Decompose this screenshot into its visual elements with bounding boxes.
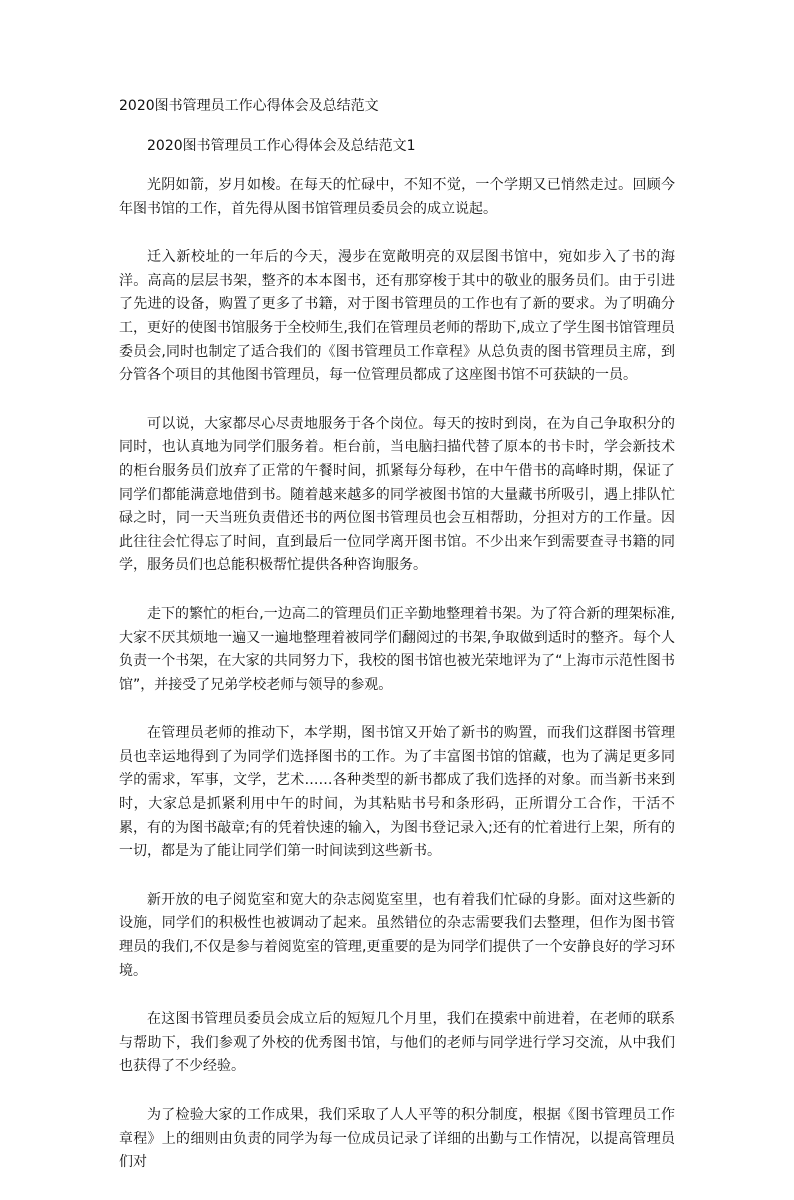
section-title: 2020图书管理员工作心得体会及总结范文1 — [147, 138, 416, 154]
paragraph: 走下的繁忙的柜台,一边高二的管理员们正辛勤地整理着书架。为了符合新的理架标准,大家不厌其烦地一遍又一遍地整理着被同学们翻阅过的书架,争取做到适时的整齐。每个人负责一个书架，在大家的共同努力下，我校的图书馆也被光荣地评为了“上海市示范性图书馆”，并接受了兄弟学校老师与领导的参观。 — [119, 605, 675, 693]
paragraph: 为了检验大家的工作成果，我们采取了人人平等的积分制度，根据《图书管理员工作章程》上的细则由负责的同学为每一位成员记录了详细的出勤与工作情况，以提高管理员们对 — [119, 1107, 675, 1171]
paragraph: 在这图书管理员委员会成立后的短短几个月里，我们在摸索中前进着，在老师的联系与帮助下，我们参观了外校的优秀图书馆，与他们的老师与同学进行学习交流，从中我们也获得了不少经验。 — [119, 1011, 675, 1075]
document-page — [119, 96, 675, 1200]
document-title: 2020图书管理员工作心得体会及总结范文 — [119, 98, 379, 114]
paragraph: 光阴如箭，岁月如梭。在每天的忙碌中，不知不觉，一个学期又已悄然走过。回顾今年图书馆的工作，首先得从图书馆管理员委员会的成立说起。 — [119, 177, 675, 217]
paragraph: 新开放的电子阅览室和宽大的杂志阅览室里，也有着我们忙碌的身影。面对这些新的设施，同学们的积极性也被调动了起来。虽然错位的杂志需要我们去整理，但作为图书管理员的我们,不仅是参与着阅览室的管理,更重要的是为同学们提供了一个安静良好的学习环境。 — [119, 891, 675, 979]
paragraph: 可以说，大家都尽心尽责地服务于各个岗位。每天的按时到岗，在为自己争取积分的同时，也认真地为同学们服务着。柜台前，当电脑扫描代替了原本的书卡时，学会新技术的柜台服务员们放弃了正常的午餐时间，抓紧每分每秒，在中午借书的高峰时期，保证了同学们都能满意地借到书。随着越来越多的同学被图书馆的大量藏书所吸引，遇上排队忙碌之时，同一天当班负责借还书的两位图书管理员也会互相帮助，分担对方的工作量。因此往往会忙得忘了时间，直到最后一位同学离开图书馆。不少出来乍到需要查寻书籍的同学，服务员们也总能积极帮忙提供各种咨询服务。 — [119, 415, 675, 574]
paragraph: 迁入新校址的一年后的今天，漫步在宽敞明亮的双层图书馆中，宛如步入了书的海洋。高高的层层书架，整齐的本本图书，还有那穿梭于其中的敬业的服务员们。由于引进了先进的设备，购置了更多了书籍，对于图书管理员的工作也有了新的要求。为了明确分工，更好的使图书馆服务于全校师生,我们在管理员老师的帮助下,成立了学生图书馆管理员委员会,同时也制定了适合我们的《图书管理员工作章程》从总负责的图书管理员主席，到分管各个项目的其他图书管理员，每一位管理员都成了这座图书馆不可获缺的一员。 — [119, 249, 675, 384]
paragraph: 在管理员老师的推动下，本学期，图书馆又开始了新书的购置，而我们这群图书管理员也幸运地得到了为同学们选择图书的工作。为了丰富图书馆的馆藏，也为了满足更多同学的需求，军事，文学，艺术……各种类型的新书都成了我们选择的对象。而当新书来到时，大家总是抓紧利用中午的时间，为其粘贴书号和条形码，正所谓分工合作，干活不累，有的为图书敲章;有的凭着快速的输入，为图书登记录入;还有的忙着进行上架，所有的一切，都是为了能让同学们第一时间读到这些新书。 — [119, 725, 675, 860]
